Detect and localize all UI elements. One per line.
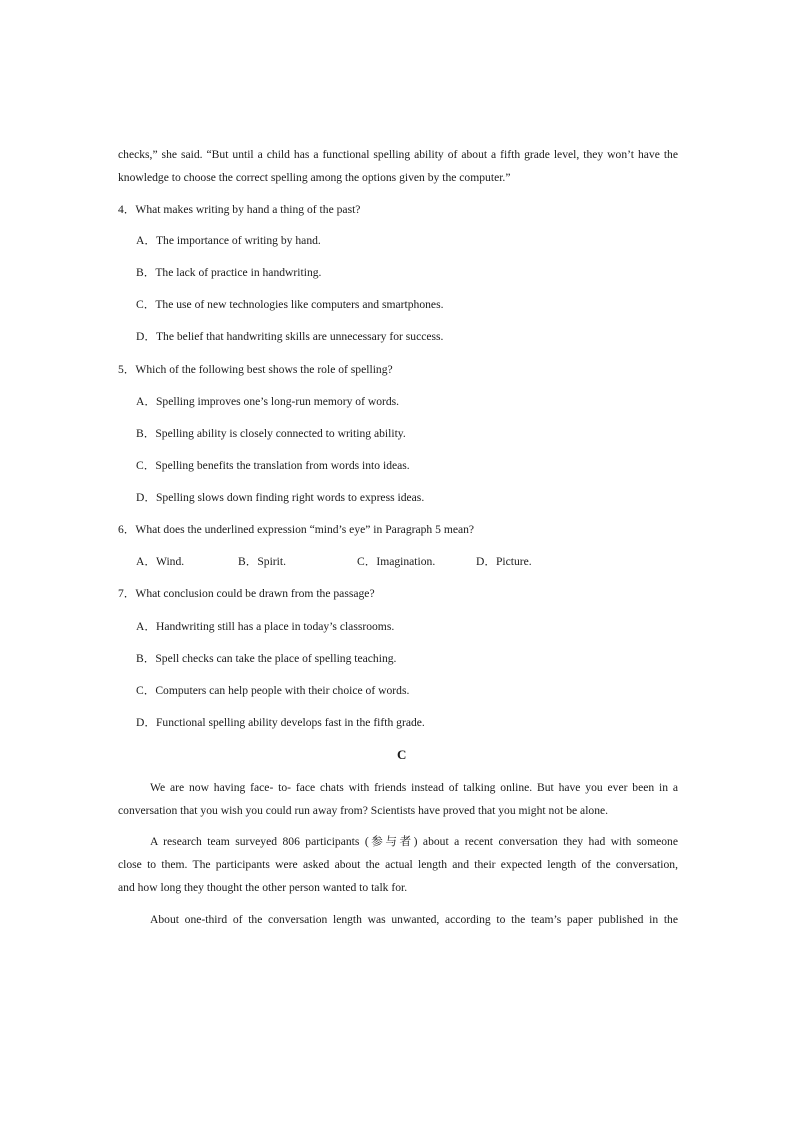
answer-option: B．Spirit.: [238, 555, 286, 568]
passage-line: knowledge to choose the correct spelling among the options given by the computer.”: [118, 171, 511, 184]
answer-option: D．Functional spelling ability develops fast in the fifth grade.: [136, 716, 425, 729]
paragraph-line: About one-third of the conversation length was unwanted, according to the team’s paper published in the: [150, 913, 678, 926]
answer-option: D．The belief that handwriting skills are unnecessary for success.: [136, 330, 444, 343]
answer-option: A．Spelling improves one’s long-run memory of words.: [136, 395, 400, 408]
question-stem: 6．What does the underlined expression “mind’s eye” in Paragraph 5 mean?: [118, 523, 475, 536]
answer-option: B．Spelling ability is closely connected to writing ability.: [136, 427, 406, 440]
answer-option: B．Spell checks can take the place of spelling teaching.: [136, 652, 397, 665]
answer-option: C．The use of new technologies like computers and smartphones.: [136, 298, 444, 311]
question-stem: 7．What conclusion could be drawn from the passage?: [118, 587, 375, 600]
answer-option: B．The lack of practice in handwriting.: [136, 266, 322, 279]
paragraph-line: close to them. The participants were asked about the actual length and their expected length of the conversation,: [118, 858, 678, 871]
paragraph-line: conversation that you wish you could run away from? Scientists have proved that you might not be alone.: [118, 804, 609, 817]
answer-option: D．Picture.: [476, 555, 532, 568]
answer-option: C．Computers can help people with their choice of words.: [136, 684, 410, 697]
paragraph-line: A research team surveyed 806 participants (参与者) about a recent conversation they had with someone: [150, 835, 678, 848]
section-heading: C: [397, 747, 407, 762]
answer-option: D．Spelling slows down finding right words to express ideas.: [136, 491, 425, 504]
paragraph-line: and how long they thought the other person wanted to talk for.: [118, 881, 408, 894]
answer-option: C．Spelling benefits the translation from words into ideas.: [136, 459, 410, 472]
passage-line: checks,” she said. “But until a child has a functional spelling ability of about a fifth grade level, they won’t have the: [118, 148, 678, 161]
paragraph-line: We are now having face- to- face chats with friends instead of talking online. But have you ever been in a: [150, 781, 678, 794]
answer-option: C．Imagination.: [357, 555, 436, 568]
answer-option: A．The importance of writing by hand.: [136, 234, 321, 247]
answer-option: A．Wind.: [136, 555, 185, 568]
question-stem: 5．Which of the following best shows the role of spelling?: [118, 363, 393, 376]
question-stem: 4．What makes writing by hand a thing of the past?: [118, 203, 361, 216]
answer-option: A．Handwriting still has a place in today’s classrooms.: [136, 620, 395, 633]
